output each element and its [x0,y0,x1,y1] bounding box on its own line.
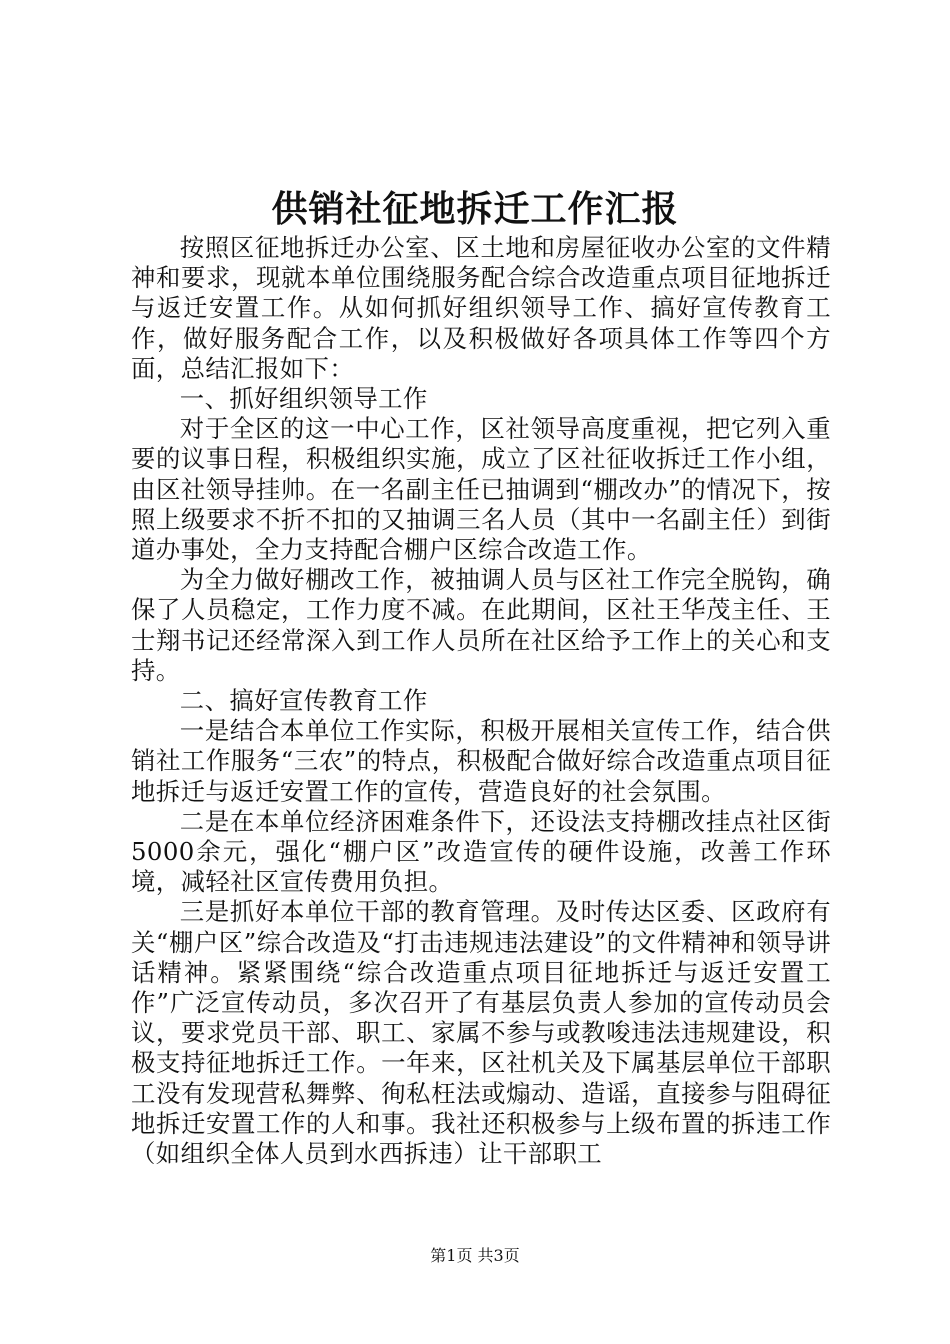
paragraph-organization-1: 对于全区的这一中心工作，区社领导高度重视，把它列入重要的议事日程，积极组织实施，成立了区社征收拆迁工作小组，由区社领导挂帅。在一名副主任已抽调到“棚改办”的情况下，按照上级要求不折不扣的又抽调三名人员（其中一名副主任）到街道办事处，全力支持配合棚户区综合改造工作。 [131,414,831,565]
paragraph-publicity-1: 一是结合本单位工作实际，积极开展相关宣传工作，结合供销社工作服务“三农”的特点，积极配合做好综合改造重点项目征地拆迁与返迁安置工作的宣传，营造良好的社会氛围。 [131,716,831,806]
paragraph-publicity-3: 三是抓好本单位干部的教育管理。及时传达区委、区政府有关“棚户区”综合改造及“打击违规违法建设”的文件精神和领导讲话精神。紧紧围绕“综合改造重点项目征地拆迁与返迁安置工作”广泛宣传动员，多次召开了有基层负责人参加的宣传动员会议，要求党员干部、职工、家属不参与或教唆违法违规建设，积极支持征地拆迁工作。一年来，区社机关及下属基层单位干部职工没有发现营私舞弊、徇私枉法或煽动、造谣，直接参与阻碍征地拆迁安置工作的人和事。我社还积极参与上级布置的拆违工作（如组织全体人员到水西拆违）让干部职工 [131,897,831,1169]
section-heading-organization: 一、抓好组织领导工作 [179,384,428,414]
paragraph-intro: 按照区征地拆迁办公室、区土地和房屋征收办公室的文件精神和要求，现就本单位围绕服务配合综合改造重点项目征地拆迁与返迁安置工作。从如何抓好组织领导工作、搞好宣传教育工作，做好服务配合工作，以及积极做好各项具体工作等四个方面，总结汇报如下： [131,233,831,383]
document-title: 供销社征地拆迁工作汇报 [271,188,679,230]
page-footer: 第1页 共3页 [430,1246,520,1265]
paragraph-publicity-2: 二是在本单位经济困难条件下，还设法支持棚改挂点社区街5000余元，强化“棚户区”改造宣传的硬件设施，改善工作环境，减轻社区宣传费用负担。 [131,806,831,897]
paragraph-organization-2: 为全力做好棚改工作，被抽调人员与区社工作完全脱钩，确保了人员稳定，工作力度不减。在此期间，区社王华茂主任、王士翔书记还经常深入到工作人员所在社区给予工作上的关心和支持。 [131,565,831,685]
document-body [131,233,831,1169]
section-heading-publicity: 二、搞好宣传教育工作 [179,686,428,716]
